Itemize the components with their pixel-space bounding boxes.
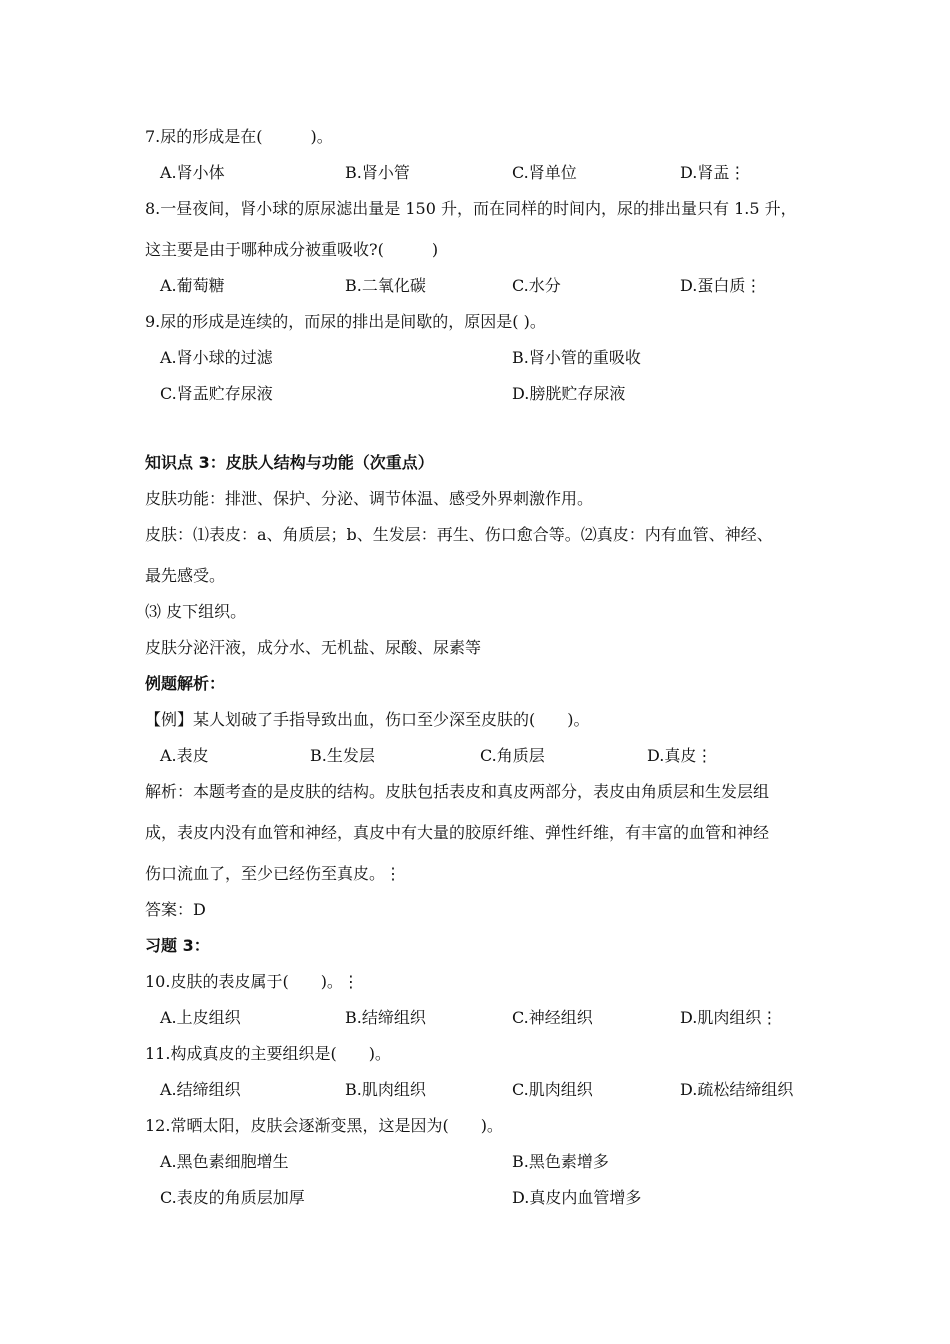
exercise-heading: 习题 3：: [145, 936, 210, 955]
q12-text: 12.常晒太阳，皮肤会逐渐变黑，这是因为( )。: [145, 1116, 503, 1135]
example-heading: 例题解析：: [145, 674, 226, 693]
q8-option-d: D.蛋白质⋮: [680, 276, 762, 295]
example-answer: 答案：D: [145, 900, 206, 919]
q12-option-b: B.黑色素增多: [512, 1152, 609, 1171]
q12-option-a: A.黑色素细胞增生: [160, 1152, 289, 1171]
q10-option-d: D.肌肉组织⋮: [680, 1008, 778, 1027]
q7-option-b: B.肾小管: [345, 163, 410, 182]
q10-option-c: C.神经组织: [512, 1008, 593, 1027]
example-question: 【例】某人划破了手指导致出血，伤口至少深至皮肤的( )。: [145, 710, 590, 729]
q7-option-d: D.肾盂⋮: [680, 163, 746, 182]
example-analysis: 伤口流血了，至少已经伤至真皮。⋮: [145, 864, 402, 883]
example-option-b: B.生发层: [310, 746, 375, 765]
example-analysis: 解析：本题考查的是皮肤的结构。皮肤包括表皮和真皮两部分，表皮由角质层和生发层组: [145, 782, 770, 801]
q11-option-c: C.肌肉组织: [512, 1080, 593, 1099]
section-paragraph: 皮肤功能：排泄、保护、分泌、调节体温、感受外界刺激作用。: [145, 489, 594, 508]
q9-option-a: A.肾小球的过滤: [160, 348, 273, 367]
q8-text-cont: 这主要是由于哪种成分被重吸收?( ): [145, 240, 439, 259]
q11-option-a: A.结缔组织: [160, 1080, 241, 1099]
q8-option-c: C.水分: [512, 276, 561, 295]
q7-text: 7.尿的形成是在( )。: [145, 127, 333, 146]
q11-option-b: B.肌肉组织: [345, 1080, 426, 1099]
q7-option-a: A.肾小体: [160, 163, 225, 182]
q8-option-a: A.葡萄糖: [160, 276, 225, 295]
q7-option-c: C.肾单位: [512, 163, 577, 182]
q8-text: 8.一昼夜间，肾小球的原尿滤出量是 150 升，而在同样的时间内，尿的排出量只有 1.5 升，: [145, 199, 797, 218]
q9-option-c: C.肾盂贮存尿液: [160, 384, 273, 403]
q12-option-c: C.表皮的角质层加厚: [160, 1188, 305, 1207]
q9-text: 9.尿的形成是连续的，而尿的排出是间歇的，原因是( )。: [145, 312, 546, 331]
section-title: 知识点 3：皮肤人结构与功能（次重点）: [145, 453, 434, 472]
q10-option-a: A.上皮组织: [160, 1008, 241, 1027]
example-option-c: C.角质层: [480, 746, 545, 765]
q9-option-b: B.肾小管的重吸收: [512, 348, 641, 367]
q9-option-d: D.膀胱贮存尿液: [512, 384, 626, 403]
q8-option-b: B.二氧化碳: [345, 276, 426, 295]
section-paragraph: 皮肤分泌汗液，成分水、无机盐、尿酸、尿素等: [145, 638, 482, 657]
section-paragraph: ⑶ 皮下组织。: [145, 602, 247, 621]
example-option-d: D.真皮⋮: [647, 746, 713, 765]
section-paragraph: 皮肤：⑴表皮：a、角质层；b、生发层：再生、伤口愈合等。⑵真皮：内有血管、神经、: [145, 525, 773, 544]
q12-option-d: D.真皮内血管增多: [512, 1188, 642, 1207]
example-analysis: 成，表皮内没有血管和神经，真皮中有大量的胶原纤维、弹性纤维，有丰富的血管和神经: [145, 823, 770, 842]
q11-text: 11.构成真皮的主要组织是( )。: [145, 1044, 391, 1063]
example-option-a: A.表皮: [160, 746, 209, 765]
section-paragraph: 最先感受。: [145, 566, 226, 585]
q11-option-d: D.疏松结缔组织: [680, 1080, 794, 1099]
q10-text: 10.皮肤的表皮属于( )。⋮: [145, 972, 359, 991]
q10-option-b: B.结缔组织: [345, 1008, 426, 1027]
